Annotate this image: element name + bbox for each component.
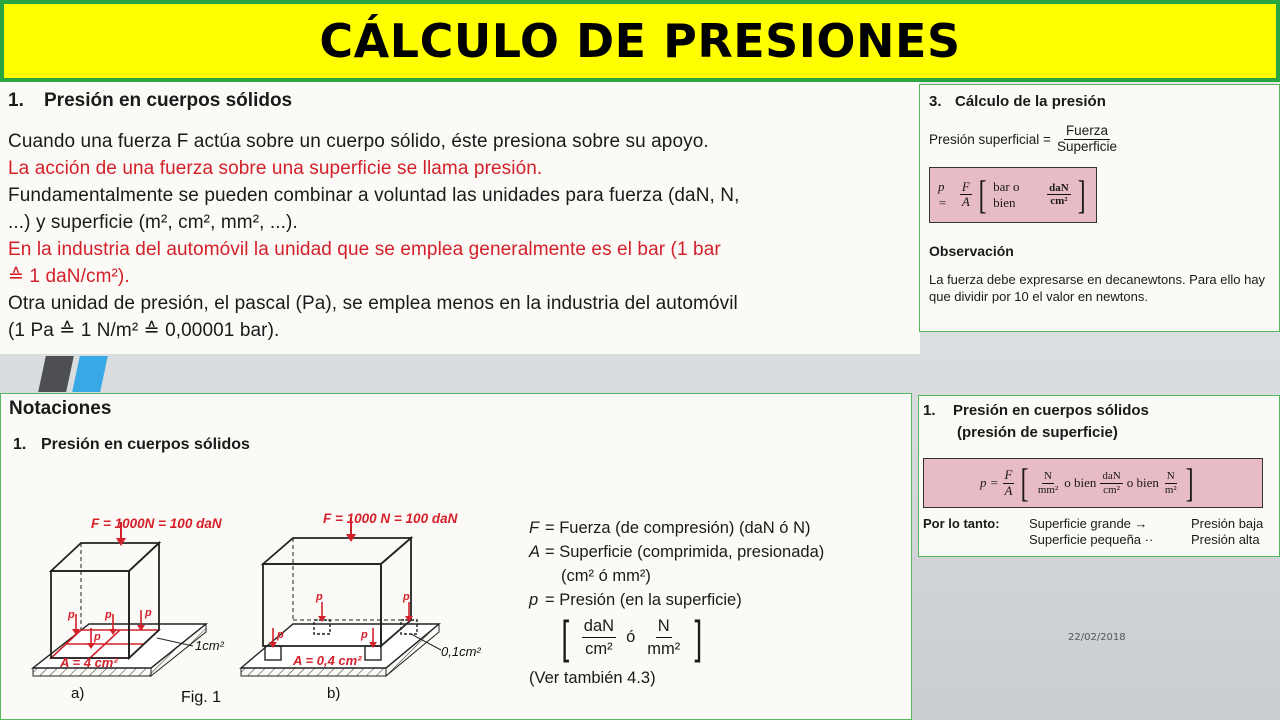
- notations-heading: Notaciones: [9, 398, 112, 419]
- notation-legend: [529, 516, 824, 690]
- therefore-label: Por lo tanto:: [923, 516, 1000, 531]
- left-bracket: [: [561, 611, 570, 663]
- text-line-4: ...) y superficie (m², cm², mm², ...).: [8, 212, 298, 233]
- formula-f-over-a: [960, 180, 972, 210]
- legend-f-symbol: F: [529, 519, 540, 537]
- frac-numerator: Fuerza: [1065, 123, 1108, 138]
- panel-pressure-calculation: [919, 84, 1280, 332]
- unit-dan-cm2: [582, 615, 616, 660]
- unit-n-m2: [1163, 470, 1179, 495]
- left-bracket: [: [978, 171, 987, 217]
- panel-solid-heading: [8, 90, 920, 112]
- see-also: (Ver también 4.3): [529, 669, 656, 687]
- legend-a-symbol: A: [529, 543, 541, 561]
- formula-unit-text: bar o bien: [993, 178, 1020, 210]
- section-subtitle: (presión de superficie): [957, 424, 1118, 441]
- unit-n-mm2: [1036, 470, 1060, 495]
- fig-b-caption: b): [327, 685, 341, 702]
- formula-or-2: o bien: [1126, 475, 1159, 490]
- surface-heading: [923, 400, 1279, 444]
- legend-area: [529, 540, 824, 564]
- formula-p: p =: [938, 178, 947, 210]
- observation-text: La fuerza debe expresarse en decanewtons. Para ello hay que dividir por 10 el valor en newtons.: [929, 271, 1266, 304]
- surface-pressure-label: Presión superficial =: [929, 131, 1051, 147]
- high-pressure: Presión alta: [1191, 532, 1260, 547]
- unit-den: mm²: [1037, 483, 1059, 496]
- fig-b-p-label-1: p: [277, 629, 284, 641]
- formula-unit-fraction: [1047, 182, 1071, 207]
- fig-a-area-label: A = 4 cm²: [60, 655, 118, 670]
- formula-a: A: [1004, 482, 1013, 498]
- fig-a-unit-label: 1cm²: [195, 638, 224, 653]
- decorative-stripe-dark: [38, 356, 74, 392]
- figure-b: [241, 511, 481, 702]
- unit-num: daN: [1049, 182, 1069, 195]
- figure-a: [33, 516, 225, 702]
- section-title: Presión en cuerpos sólidos: [953, 402, 1149, 419]
- fig-b-p-label-4: p: [403, 591, 410, 603]
- formula-or-1: o bien: [1064, 475, 1097, 490]
- unit-den: cm²: [585, 639, 613, 658]
- text-line-8: (1 Pa ≙ 1 N/m² ≙ 0,00001 bar).: [8, 320, 280, 341]
- panel-solid-pressure: [0, 82, 920, 354]
- text-line-2: La acción de una fuerza sobre una superficie se llama presión.: [8, 158, 543, 179]
- legend-force: [529, 516, 824, 540]
- surface-formula-box: [923, 458, 1263, 508]
- fig-a-caption: a): [71, 685, 85, 702]
- slide-title: CÁLCULO DE PRESIONES: [319, 14, 961, 68]
- text-line-3: Fundamentalmente se pueden combinar a voluntad las unidades para fuerza (daN, N,: [8, 185, 740, 206]
- unit-den: cm²: [1103, 483, 1120, 496]
- left-bracket: [: [1021, 460, 1030, 505]
- legend-p-symbol: p: [529, 591, 539, 609]
- section-title: Cálculo de la presión: [955, 93, 1106, 110]
- right-bracket: ]: [1185, 460, 1194, 505]
- legend-pressure: [529, 588, 824, 612]
- large-surface: Superficie grande →: [1029, 516, 1148, 531]
- unit-num: daN: [582, 615, 616, 638]
- unit-den: mm²: [647, 639, 681, 658]
- formula-f: F: [1004, 467, 1013, 483]
- unit-dan-cm2: [1100, 470, 1122, 495]
- unit-num: N: [1044, 470, 1052, 483]
- right-bracket: ]: [1077, 171, 1086, 217]
- fig-a-force-label: F = 1000N = 100 daN: [91, 516, 222, 531]
- right-bracket: ]: [694, 611, 703, 663]
- surface-pressure-definition: [929, 124, 1279, 155]
- force-over-surface-fraction: [1055, 124, 1119, 155]
- legend-pressure-units: [529, 611, 824, 663]
- surface-sizes: [1029, 516, 1191, 548]
- section-number: 1.: [13, 436, 27, 453]
- small-surface: Superficie pequeña ··: [1029, 532, 1154, 547]
- unit-den: m²: [1164, 483, 1177, 496]
- panel-surface-pressure: [918, 395, 1280, 557]
- low-pressure: Presión baja: [1191, 516, 1264, 531]
- formula-f-over-a: [1003, 468, 1015, 498]
- fig-a-p-label-1: p: [68, 609, 75, 621]
- section-number: 1.: [8, 90, 24, 111]
- decorative-stripe-blue: [72, 356, 108, 392]
- slide-date: 22/02/2018: [1068, 632, 1126, 643]
- unit-num: daN: [1102, 470, 1121, 483]
- fig-b-force-label: F = 1000 N = 100 daN: [323, 511, 458, 526]
- unit-den: cm²: [1050, 195, 1068, 208]
- formula-f: F: [961, 178, 970, 194]
- surface-conclusion: [923, 516, 1279, 548]
- panel-notations: [0, 393, 912, 720]
- section-title: Presión en cuerpos sólidos: [41, 436, 250, 453]
- frac-denominator: Superficie: [1056, 138, 1117, 154]
- legend-p-text: = Presión (en la superficie): [545, 591, 742, 609]
- formula-p: p =: [980, 475, 999, 490]
- fig-b-area-label: A = 0,4 cm²: [293, 653, 362, 668]
- fig-a-p-label-3: p: [145, 607, 152, 619]
- legend-area-units: (cm² ó mm²): [561, 567, 651, 585]
- fig-b-p-label-3: p: [316, 591, 323, 603]
- fig-b-unit-label: 0,1cm²: [441, 644, 481, 659]
- notations-subheading: [13, 436, 911, 454]
- unit-num: N: [1166, 470, 1175, 483]
- legend-a-text: = Superficie (comprimida, presionada): [545, 543, 825, 561]
- text-line-6: ≙ 1 daN/cm²).: [8, 266, 130, 287]
- pressure-formula-box: [929, 167, 1097, 223]
- text-line-1: Cuando una fuerza F actúa sobre un cuerpo sólido, éste presiona sobre su apoyo.: [8, 131, 709, 152]
- text-line-7: Otra unidad de presión, el pascal (Pa), se emplea menos en la industria del automóvil: [8, 293, 738, 314]
- figure-1-blocks: [31, 506, 501, 716]
- section-title: Presión en cuerpos sólidos: [44, 90, 293, 111]
- text-line-5: En la industria del automóvil la unidad que se emplea generalmente es el bar (1 bar: [8, 239, 721, 260]
- legend-f-text: = Fuerza (de compresión) (daN ó N): [545, 519, 811, 537]
- unit-num: N: [656, 615, 672, 638]
- fig-b-p-label-2: p: [361, 629, 368, 641]
- section-number: 1.: [923, 402, 936, 419]
- fig-a-p-label-4: p: [94, 631, 101, 643]
- unit-n-mm2: [645, 615, 682, 660]
- formula-a: A: [961, 194, 970, 210]
- pressure-results: [1191, 516, 1263, 548]
- unit-or: ó: [626, 628, 636, 646]
- figure-caption: Fig. 1: [181, 689, 222, 706]
- fig-a-p-label-2: p: [105, 609, 112, 621]
- title-banner: [0, 0, 1280, 82]
- section-number: 3.: [929, 93, 942, 110]
- observation-heading: Observación: [929, 242, 1014, 259]
- panel-calc-heading: [929, 93, 1279, 110]
